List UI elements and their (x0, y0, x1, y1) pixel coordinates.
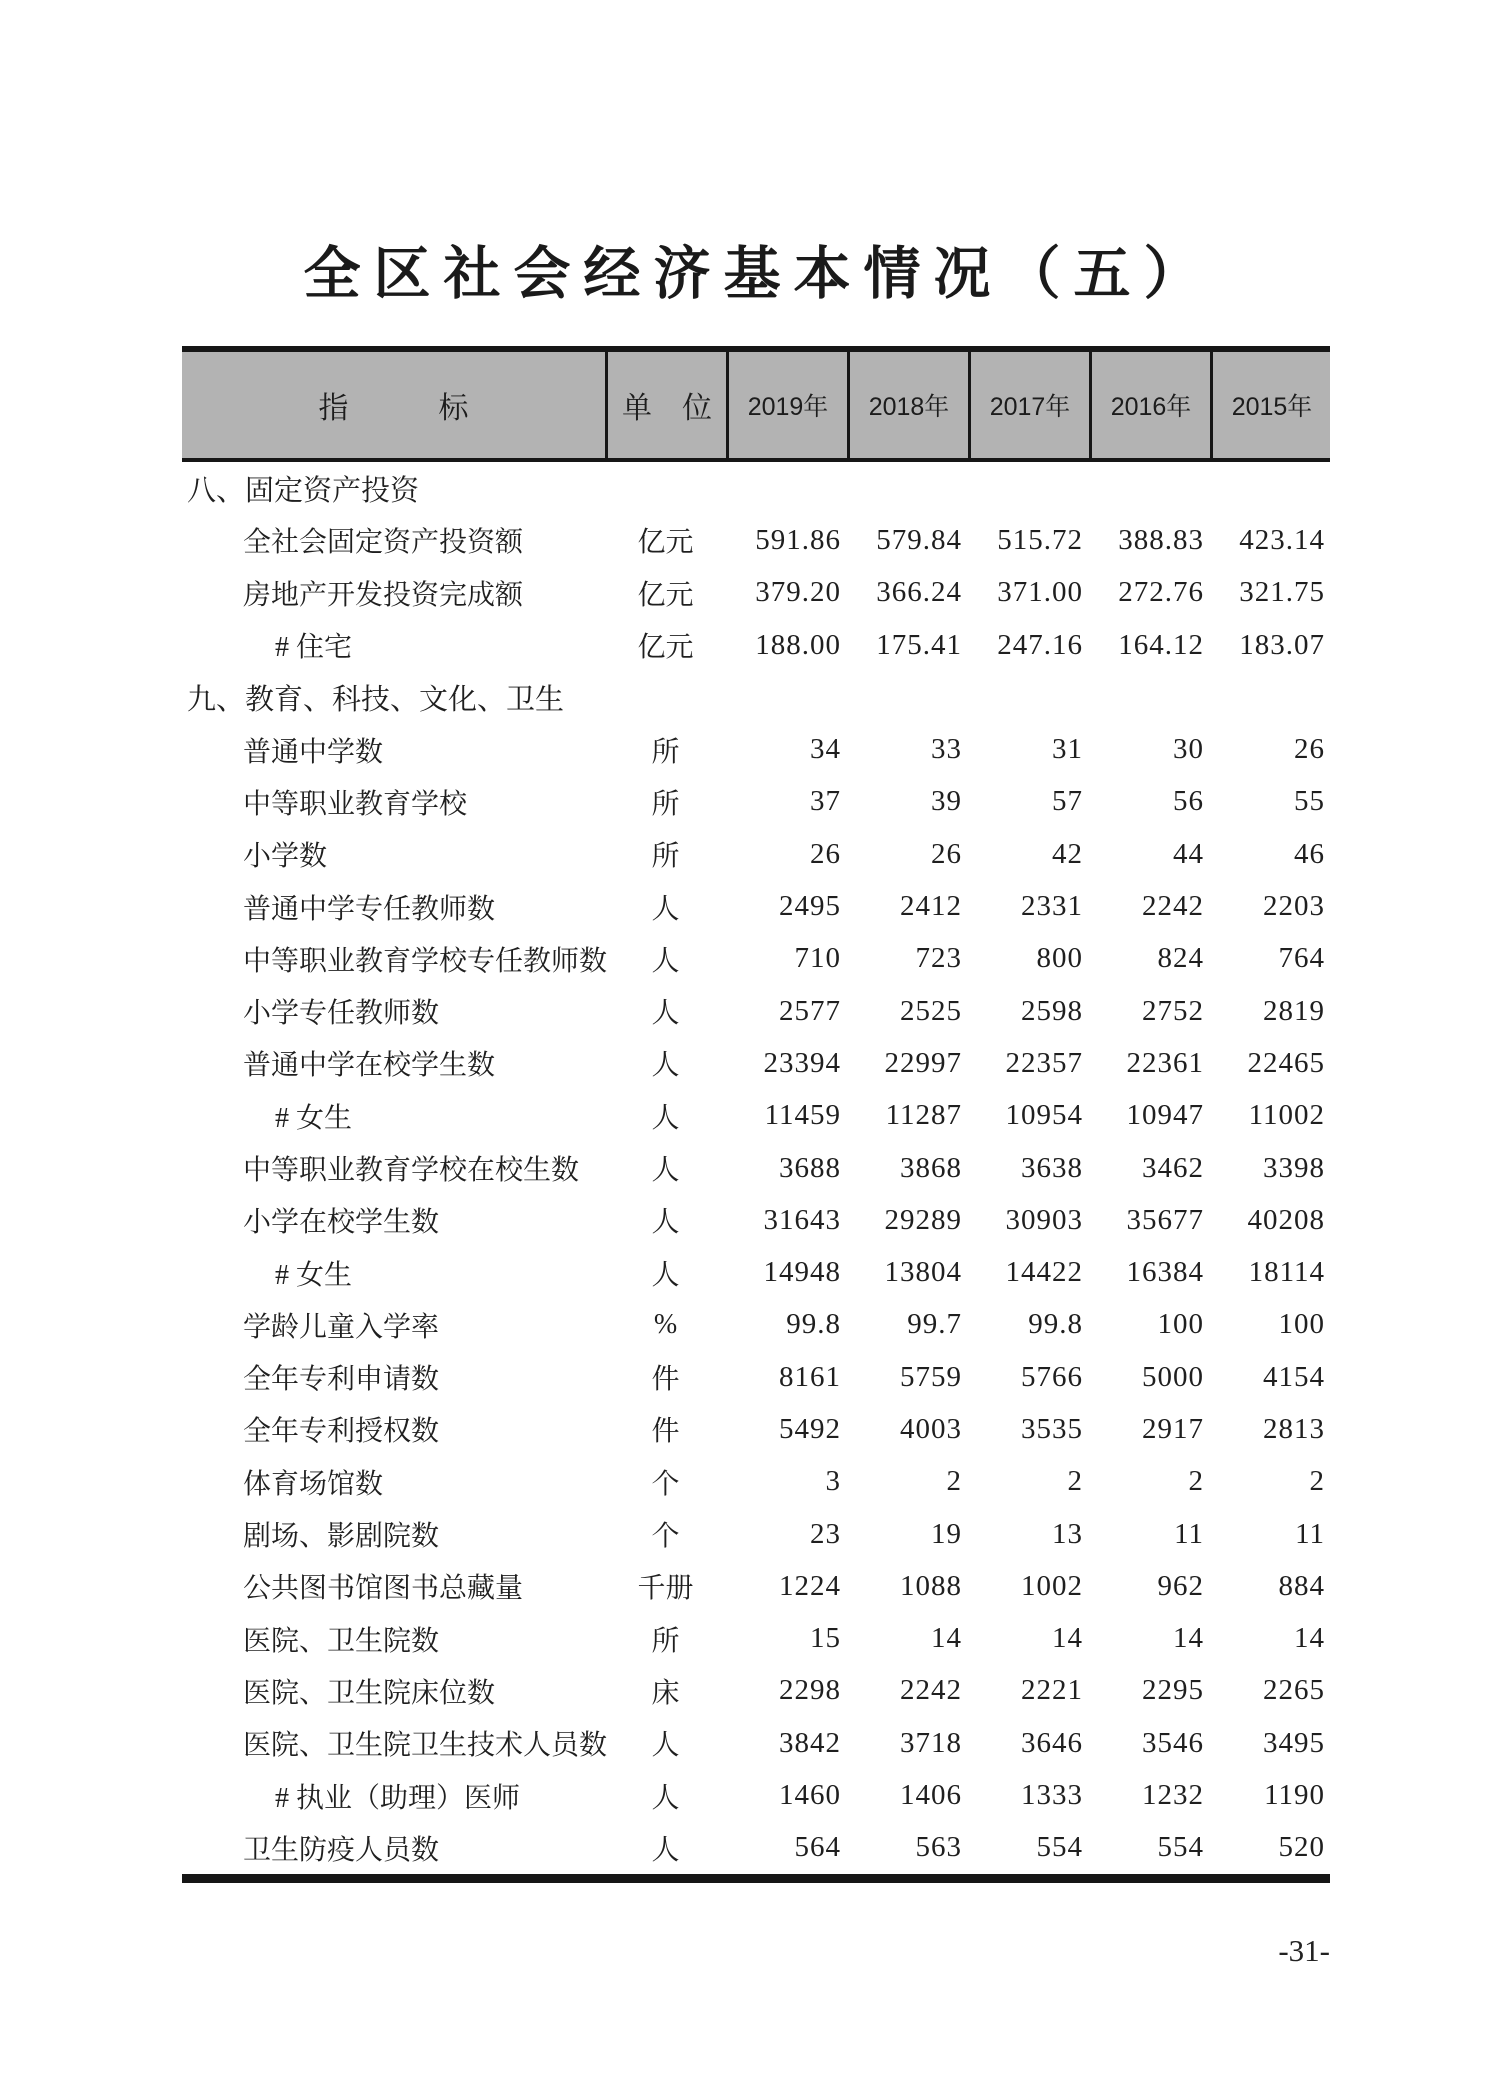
value-cell-year-0: 2298 (779, 1674, 841, 1707)
value-cell-year-4: 1190 (1264, 1779, 1325, 1812)
table-row (182, 1403, 1330, 1455)
header-unit: 单 位 (605, 352, 726, 458)
value-cell-year-2: 554 (1036, 1831, 1083, 1864)
value-cell-year-0: 2495 (779, 890, 841, 923)
value-cell-year-4: 22465 (1247, 1046, 1325, 1079)
value-cell-year-3: 56 (1173, 785, 1204, 818)
header-indicator: 指 标 (318, 392, 469, 425)
value-cell-year-1: 29289 (884, 1203, 962, 1236)
value-cell-year-4: 18114 (1248, 1256, 1325, 1289)
table-row (182, 1142, 1330, 1194)
value-cell-year-1: 1088 (900, 1569, 962, 1602)
value-cell-year-2: 2 (1067, 1465, 1083, 1498)
value-cell-year-2: 247.16 (997, 628, 1083, 661)
row-label: 小学在校学生数 (243, 1207, 440, 1239)
value-cell-year-3: 2295 (1142, 1674, 1204, 1707)
header-year-0: 2019年 (726, 352, 847, 458)
page-title: 全区社会经济基本情况（五） (303, 243, 1214, 306)
value-cell-year-1: 33 (931, 733, 962, 766)
row-label: 全年专利申请数 (243, 1364, 440, 1396)
row-unit: 人 (651, 1834, 680, 1866)
value-cell-year-4: 26 (1294, 733, 1325, 766)
value-cell-year-0: 5492 (779, 1412, 841, 1445)
header-year-2: 2017年 (968, 352, 1089, 458)
value-cell-year-2: 2221 (1021, 1674, 1083, 1707)
section-row (182, 462, 1330, 514)
value-cell-year-3: 2917 (1142, 1412, 1204, 1445)
row-unit: 人 (651, 1259, 680, 1291)
value-cell-year-4: 4154 (1263, 1360, 1325, 1393)
section-label: 九、教育、科技、文化、卫生 (187, 683, 565, 716)
value-cell-year-1: 563 (915, 1831, 962, 1864)
row-unit: 人 (651, 1782, 680, 1814)
value-cell-year-0: 8161 (779, 1360, 841, 1393)
value-cell-year-2: 57 (1052, 785, 1083, 818)
row-label: 卫生防疫人员数 (243, 1834, 440, 1866)
row-label: # 女生 (275, 1259, 353, 1291)
row-label: 全年专利授权数 (243, 1416, 440, 1448)
row-unit: 所 (651, 841, 680, 873)
value-cell-year-4: 183.07 (1239, 628, 1325, 661)
value-cell-year-3: 3546 (1142, 1726, 1204, 1759)
table-row (182, 1299, 1330, 1351)
table-row (182, 514, 1330, 566)
value-cell-year-2: 14 (1052, 1622, 1083, 1655)
value-cell-year-0: 3 (825, 1465, 841, 1498)
value-cell-year-2: 5766 (1021, 1360, 1083, 1393)
row-label: 学龄儿童入学率 (243, 1311, 440, 1343)
value-cell-year-4: 2819 (1263, 994, 1325, 1027)
value-cell-year-3: 1232 (1142, 1779, 1204, 1812)
table-row (182, 723, 1330, 775)
row-unit: 亿元 (637, 579, 694, 611)
value-cell-year-1: 19 (931, 1517, 962, 1550)
table-row (182, 1090, 1330, 1142)
row-unit: 所 (651, 736, 680, 768)
value-cell-year-3: 272.76 (1118, 576, 1204, 609)
value-cell-year-1: 3868 (900, 1151, 962, 1184)
row-label: 中等职业教育学校 (243, 788, 468, 820)
value-cell-year-3: 2 (1188, 1465, 1204, 1498)
value-cell-year-2: 22357 (1005, 1046, 1083, 1079)
value-cell-year-3: 11 (1174, 1517, 1204, 1550)
page-number: -31- (1278, 1933, 1330, 1968)
value-cell-year-3: 824 (1157, 942, 1204, 975)
row-unit: 人 (651, 1207, 680, 1239)
value-cell-year-4: 55 (1294, 785, 1325, 818)
value-cell-year-1: 5759 (900, 1360, 962, 1393)
value-cell-year-3: 2242 (1142, 890, 1204, 923)
value-cell-year-4: 764 (1278, 942, 1325, 975)
value-cell-year-3: 30 (1173, 733, 1204, 766)
row-label: 普通中学专任教师数 (243, 893, 496, 925)
value-cell-year-2: 30903 (1005, 1203, 1083, 1236)
value-cell-year-1: 99.7 (907, 1308, 962, 1341)
table-row (182, 619, 1330, 671)
value-cell-year-4: 11002 (1248, 1099, 1325, 1132)
row-label: 房地产开发投资完成额 (243, 579, 524, 611)
value-cell-year-3: 388.83 (1118, 523, 1204, 556)
value-cell-year-2: 3638 (1021, 1151, 1083, 1184)
value-cell-year-2: 371.00 (997, 576, 1083, 609)
value-cell-year-3: 10947 (1126, 1099, 1204, 1132)
value-cell-year-2: 13 (1052, 1517, 1083, 1550)
value-cell-year-4: 321.75 (1239, 576, 1325, 609)
value-cell-year-1: 22997 (884, 1046, 962, 1079)
value-cell-year-1: 2242 (900, 1674, 962, 1707)
value-cell-year-4: 46 (1294, 837, 1325, 870)
value-cell-year-0: 379.20 (755, 576, 841, 609)
row-unit: 个 (651, 1521, 680, 1553)
header-year-3: 2016年 (1089, 352, 1210, 458)
table-row (182, 776, 1330, 828)
value-cell-year-2: 31 (1052, 733, 1083, 766)
value-cell-year-4: 423.14 (1239, 523, 1325, 556)
value-cell-year-2: 2598 (1021, 994, 1083, 1027)
value-cell-year-4: 520 (1278, 1831, 1325, 1864)
statistics-table (182, 346, 1330, 1883)
value-cell-year-2: 42 (1052, 837, 1083, 870)
row-unit: 人 (651, 945, 680, 977)
value-cell-year-3: 164.12 (1118, 628, 1204, 661)
table-row (182, 1822, 1330, 1874)
value-cell-year-2: 3535 (1021, 1412, 1083, 1445)
value-cell-year-3: 3462 (1142, 1151, 1204, 1184)
value-cell-year-3: 100 (1157, 1308, 1204, 1341)
value-cell-year-1: 11287 (885, 1099, 962, 1132)
value-cell-year-4: 14 (1294, 1622, 1325, 1655)
value-cell-year-0: 564 (794, 1831, 841, 1864)
value-cell-year-0: 188.00 (755, 628, 841, 661)
table-row (182, 1456, 1330, 1508)
value-cell-year-3: 22361 (1126, 1046, 1204, 1079)
value-cell-year-1: 2525 (900, 994, 962, 1027)
value-cell-year-2: 99.8 (1028, 1308, 1083, 1341)
value-cell-year-2: 1002 (1021, 1569, 1083, 1602)
value-cell-year-1: 1406 (900, 1779, 962, 1812)
row-unit: 亿元 (637, 527, 694, 559)
row-label: 小学专任教师数 (243, 998, 440, 1030)
row-label: 中等职业教育学校在校生数 (243, 1155, 580, 1186)
value-cell-year-4: 2203 (1263, 890, 1325, 923)
table-row (182, 828, 1330, 880)
table-row (182, 1665, 1330, 1717)
value-cell-year-2: 515.72 (997, 523, 1083, 556)
value-cell-year-2: 800 (1036, 942, 1083, 975)
section-label: 八、固定资产投资 (187, 474, 420, 507)
row-label: 剧场、影剧院数 (243, 1521, 440, 1553)
value-cell-year-0: 23 (810, 1517, 841, 1550)
row-label: 医院、卫生院床位数 (243, 1677, 496, 1709)
row-unit: 件 (651, 1416, 680, 1448)
table-row (182, 933, 1330, 985)
value-cell-year-3: 554 (1157, 1831, 1204, 1864)
value-cell-year-1: 39 (931, 785, 962, 818)
row-label: 公共图书馆图书总藏量 (243, 1573, 524, 1605)
section-row (182, 671, 1330, 723)
row-unit: 亿元 (637, 632, 694, 664)
value-cell-year-1: 14 (931, 1622, 962, 1655)
value-cell-year-2: 10954 (1005, 1099, 1083, 1132)
row-unit: 人 (651, 893, 680, 925)
row-label: # 住宅 (275, 632, 353, 664)
value-cell-year-0: 2577 (779, 994, 841, 1027)
value-cell-year-4: 3398 (1263, 1151, 1325, 1184)
row-label: # 执业（助理）医师 (275, 1782, 521, 1814)
table-row (182, 880, 1330, 932)
value-cell-year-1: 3718 (900, 1726, 962, 1759)
value-cell-year-0: 14948 (763, 1256, 841, 1289)
value-cell-year-3: 14 (1173, 1622, 1204, 1655)
value-cell-year-1: 579.84 (876, 523, 962, 556)
value-cell-year-2: 14422 (1005, 1256, 1083, 1289)
value-cell-year-0: 1460 (779, 1779, 841, 1812)
row-label: # 女生 (275, 1102, 353, 1134)
row-unit: 千册 (637, 1573, 694, 1605)
row-unit: 人 (651, 1155, 680, 1186)
row-unit: 人 (651, 1730, 680, 1762)
value-cell-year-0: 591.86 (755, 523, 841, 556)
row-label: 小学数 (243, 841, 328, 873)
table-row (182, 1194, 1330, 1246)
value-cell-year-0: 710 (794, 942, 841, 975)
table-body (182, 462, 1330, 1883)
table-row (182, 567, 1330, 619)
value-cell-year-3: 16384 (1126, 1256, 1204, 1289)
value-cell-year-3: 962 (1157, 1569, 1204, 1602)
value-cell-year-4: 2265 (1263, 1674, 1325, 1707)
table-row (182, 1560, 1330, 1612)
row-unit: 所 (651, 1625, 680, 1657)
value-cell-year-1: 26 (931, 837, 962, 870)
value-cell-year-2: 1333 (1021, 1779, 1083, 1812)
row-unit: % (653, 1308, 678, 1340)
table-row (182, 1717, 1330, 1769)
value-cell-year-1: 2412 (900, 890, 962, 923)
table-row (182, 1769, 1330, 1821)
value-cell-year-4: 40208 (1247, 1203, 1325, 1236)
value-cell-year-0: 31643 (763, 1203, 841, 1236)
value-cell-year-0: 26 (810, 837, 841, 870)
value-cell-year-0: 34 (810, 733, 841, 766)
row-label: 普通中学在校学生数 (243, 1050, 496, 1082)
value-cell-year-1: 175.41 (876, 628, 962, 661)
value-cell-year-0: 99.8 (786, 1308, 841, 1341)
value-cell-year-3: 35677 (1126, 1203, 1204, 1236)
header-year-1: 2018年 (847, 352, 968, 458)
table-row (182, 1351, 1330, 1403)
value-cell-year-0: 23394 (763, 1046, 841, 1079)
table-row (182, 1613, 1330, 1665)
row-label: 医院、卫生院数 (243, 1625, 440, 1657)
table-row (182, 1246, 1330, 1298)
value-cell-year-1: 4003 (900, 1412, 962, 1445)
row-unit: 件 (651, 1364, 680, 1396)
value-cell-year-4: 884 (1278, 1569, 1325, 1602)
value-cell-year-1: 2 (946, 1465, 962, 1498)
row-label: 体育场馆数 (243, 1468, 384, 1500)
value-cell-year-0: 3842 (779, 1726, 841, 1759)
value-cell-year-0: 37 (810, 785, 841, 818)
value-cell-year-0: 11459 (764, 1099, 841, 1132)
row-unit: 个 (651, 1468, 680, 1500)
row-unit: 所 (651, 788, 680, 820)
table-row (182, 1037, 1330, 1089)
value-cell-year-1: 723 (915, 942, 962, 975)
value-cell-year-0: 1224 (779, 1569, 841, 1602)
value-cell-year-3: 5000 (1142, 1360, 1204, 1393)
table-header-row (182, 346, 1330, 462)
value-cell-year-0: 15 (810, 1622, 841, 1655)
row-label: 普通中学数 (243, 736, 384, 768)
row-unit: 床 (651, 1677, 680, 1709)
value-cell-year-4: 3495 (1263, 1726, 1325, 1759)
table-row (182, 1508, 1330, 1560)
value-cell-year-4: 11 (1295, 1517, 1325, 1550)
value-cell-year-3: 2752 (1142, 994, 1204, 1027)
value-cell-year-2: 2331 (1021, 890, 1083, 923)
value-cell-year-4: 2 (1309, 1465, 1325, 1498)
value-cell-year-4: 2813 (1263, 1412, 1325, 1445)
value-cell-year-2: 3646 (1021, 1726, 1083, 1759)
value-cell-year-1: 366.24 (876, 576, 962, 609)
value-cell-year-3: 44 (1173, 837, 1204, 870)
row-unit: 人 (651, 1050, 680, 1082)
row-unit: 人 (651, 1102, 680, 1134)
header-year-4: 2015年 (1210, 352, 1331, 458)
value-cell-year-1: 13804 (884, 1256, 962, 1289)
row-unit: 人 (651, 998, 680, 1030)
row-label: 全社会固定资产投资额 (243, 527, 524, 559)
row-label: 中等职业教育学校专任教师数 (243, 945, 608, 977)
row-label: 医院、卫生院卫生技术人员数 (243, 1730, 608, 1762)
value-cell-year-0: 3688 (779, 1151, 841, 1184)
value-cell-year-4: 100 (1278, 1308, 1325, 1341)
table-row (182, 985, 1330, 1037)
